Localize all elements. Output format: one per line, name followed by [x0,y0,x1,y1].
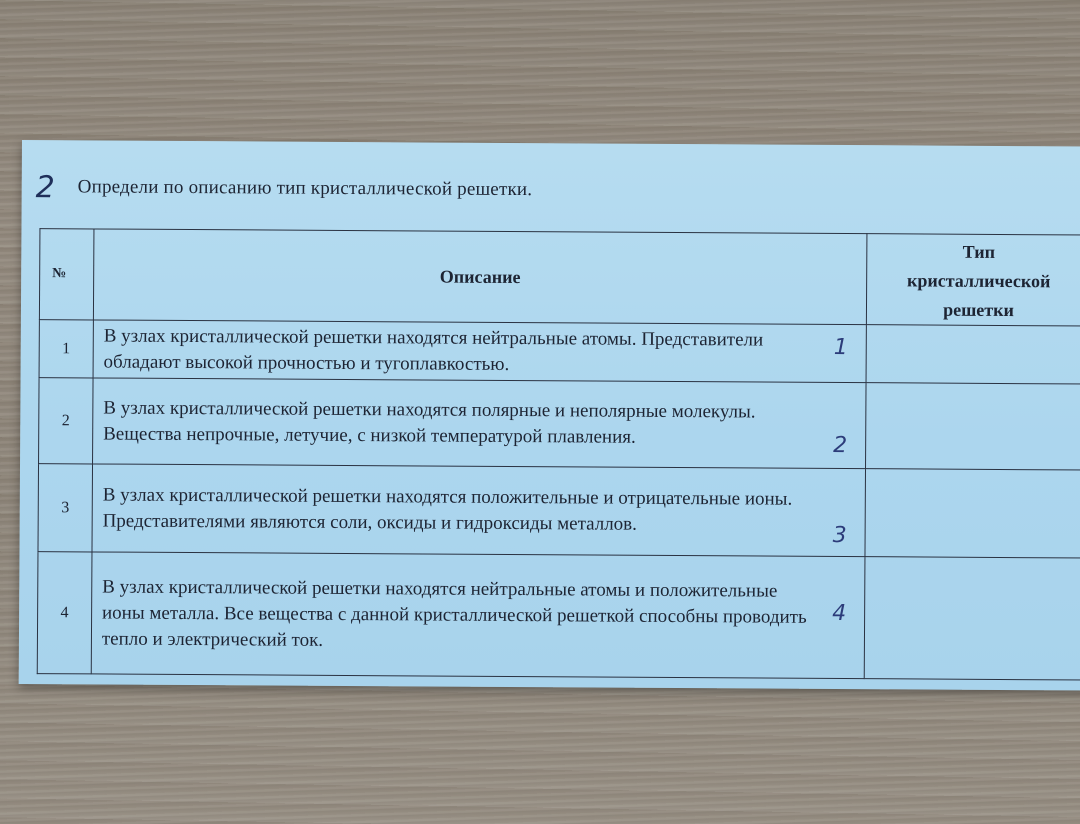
table-row [38,464,1080,558]
row-description [91,552,865,679]
table-header-row [39,229,1080,326]
row-description [93,320,866,383]
header-type-line3: решетки [943,299,1014,320]
header-description: Описание [93,229,867,325]
table-row [39,378,1080,470]
row-number: 3 [38,464,92,552]
lattice-type-answer-cell[interactable] [864,557,1080,680]
row-number: 1 [39,320,93,378]
table-row [37,552,1080,680]
row-number: 4 [37,552,92,674]
description-text: В узлах кристаллической решетки находятся нейтральные атомы. Представители обладают высокой прочностью и тугоплавкостью. [103,325,764,375]
lattice-type-answer-cell[interactable] [865,469,1080,558]
handwritten-mark: 4 [832,600,847,627]
header-type-line2: кристаллической [906,269,1051,291]
row-number: 2 [39,378,93,464]
description-text: В узлах кристаллической решетки находятся полярные и неполярные молекулы. Вещества непрочные, летучие, с низкой температурой плавления. [103,397,756,448]
table-row [39,320,1080,384]
crystal-lattice-table [37,228,1080,680]
description-text: В узлах кристаллической решетки находятся положительные и отрицательные ионы. Представителями являются соли, оксиды и гидроксиды металлов. [102,484,793,535]
lattice-type-answer-cell[interactable] [866,325,1080,384]
header-lattice-type [866,234,1080,326]
handwritten-task-number: 2 [35,170,55,206]
lattice-type-answer-cell[interactable] [866,383,1080,470]
task-title: Определи по описанию тип кристаллической решетки. [77,176,533,201]
header-number: № [39,229,93,320]
header-type-line1: Тип [962,241,996,262]
row-description [92,464,866,557]
handwritten-mark: 3 [832,522,847,549]
description-text: В узлах кристаллической решетки находятся нейтральные атомы и положительные ионы металла. Все вещества с данной кристаллической решеткой способны проводить тепло и электрический ток. [101,575,807,651]
row-description [92,378,866,469]
handwritten-mark: 2 [833,432,848,459]
handwritten-mark: 1 [833,334,848,361]
worksheet-paper [19,140,1080,691]
